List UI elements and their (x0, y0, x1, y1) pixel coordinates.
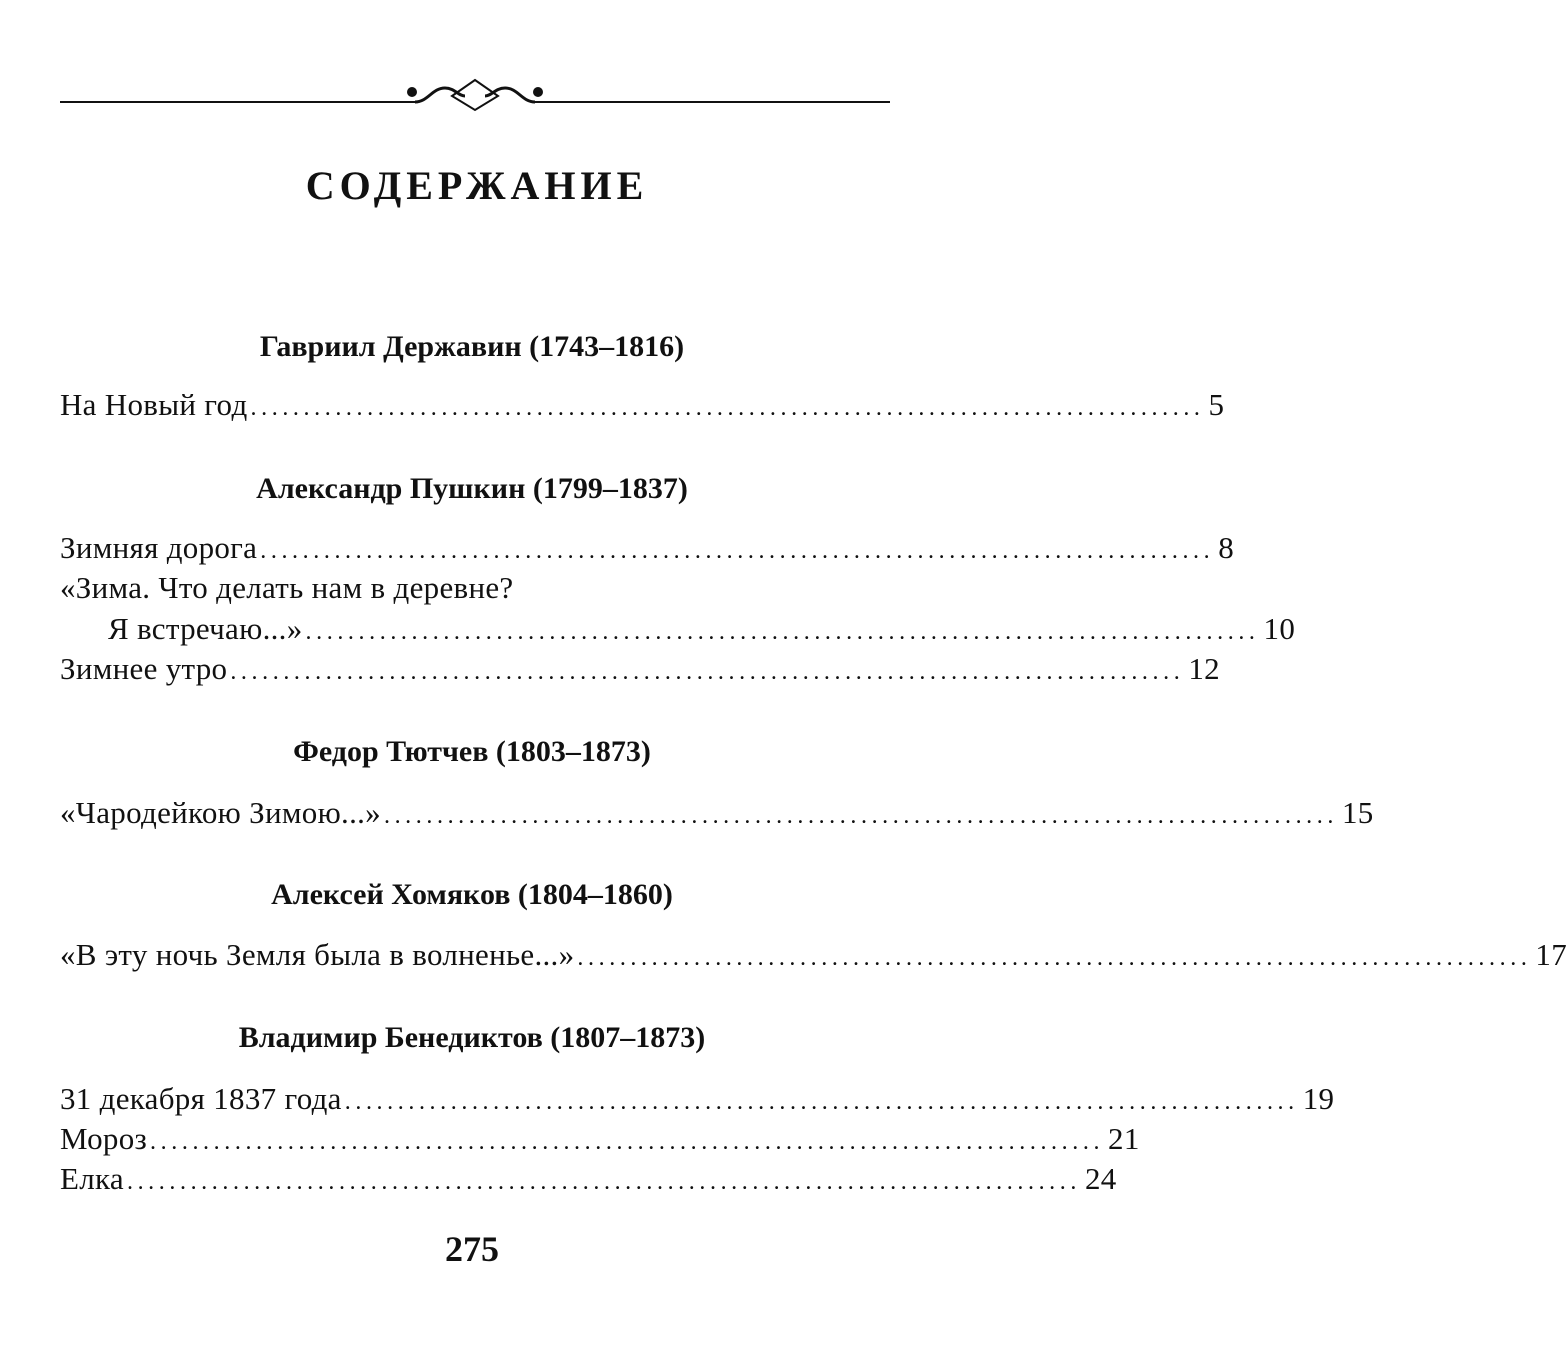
entry-page: 10 (1263, 611, 1296, 646)
entry-title: «В эту ночь Земля была в волненье...» (60, 937, 575, 972)
toc-entry[interactable] (60, 611, 1296, 651)
toc-entry[interactable] (60, 387, 1225, 427)
entry-title: Елка (60, 1161, 124, 1196)
entry-page: 5 (1208, 387, 1225, 422)
entry-title: На Новый год (60, 387, 248, 422)
entry-page: 17 (1535, 937, 1567, 972)
entry-page: 21 (1108, 1121, 1140, 1156)
dot-leader: .......................................................................................... (383, 803, 1338, 829)
ornament-divider-icon (60, 72, 890, 112)
page-title: СОДЕРЖАНИЕ (305, 163, 649, 208)
entry-page: 24 (1084, 1161, 1117, 1196)
entry-title-continuation: Я встречаю...» (108, 611, 303, 646)
dot-leader: .......................................................................................... (577, 945, 1532, 971)
dot-leader: .......................................................................................... (305, 619, 1260, 645)
toc-entry[interactable] (60, 651, 1220, 691)
dot-leader: .......................................................................................... (250, 395, 1205, 421)
toc-entry[interactable] (60, 1161, 1117, 1201)
author-heading: Владимир Бенедиктов (1807–1873) (238, 1021, 706, 1054)
author-heading: Александр Пушкин (1799–1837) (256, 472, 688, 505)
author-heading: Федор Тютчев (1803–1873) (293, 735, 651, 768)
dot-leader: .......................................................................................... (150, 1129, 1105, 1155)
entry-title: «Чародейкою Зимою...» (60, 795, 381, 830)
entry-title: Зимняя дорога (60, 530, 258, 565)
entry-page: 15 (1341, 795, 1374, 830)
toc-entry[interactable] (60, 795, 1374, 835)
entry-page: 12 (1188, 651, 1220, 686)
entry-title: «Зима. Что делать нам в деревне? (60, 570, 514, 605)
toc-entry[interactable] (60, 1121, 1140, 1161)
dot-leader: .......................................................................................... (344, 1089, 1299, 1115)
page-number: 275 (445, 1229, 499, 1269)
entry-title: 31 декабря 1837 года (60, 1081, 342, 1116)
entry-title: Мороз (60, 1121, 148, 1156)
author-heading: Алексей Хомяков (1804–1860) (271, 878, 673, 911)
toc-entry[interactable] (60, 937, 1567, 977)
entry-title: Зимнее утро (60, 651, 228, 686)
author-heading: Гавриил Державин (1743–1816) (259, 330, 685, 363)
toc-entry[interactable] (60, 1081, 1335, 1121)
toc-entry-first-line[interactable] (60, 570, 890, 610)
toc-entry[interactable] (60, 530, 1235, 570)
dot-leader: .......................................................................................... (260, 538, 1215, 564)
dot-leader: .......................................................................................... (230, 659, 1185, 685)
entry-page: 19 (1302, 1081, 1335, 1116)
entry-page: 8 (1218, 530, 1235, 565)
dot-leader: .......................................................................................... (126, 1169, 1081, 1195)
